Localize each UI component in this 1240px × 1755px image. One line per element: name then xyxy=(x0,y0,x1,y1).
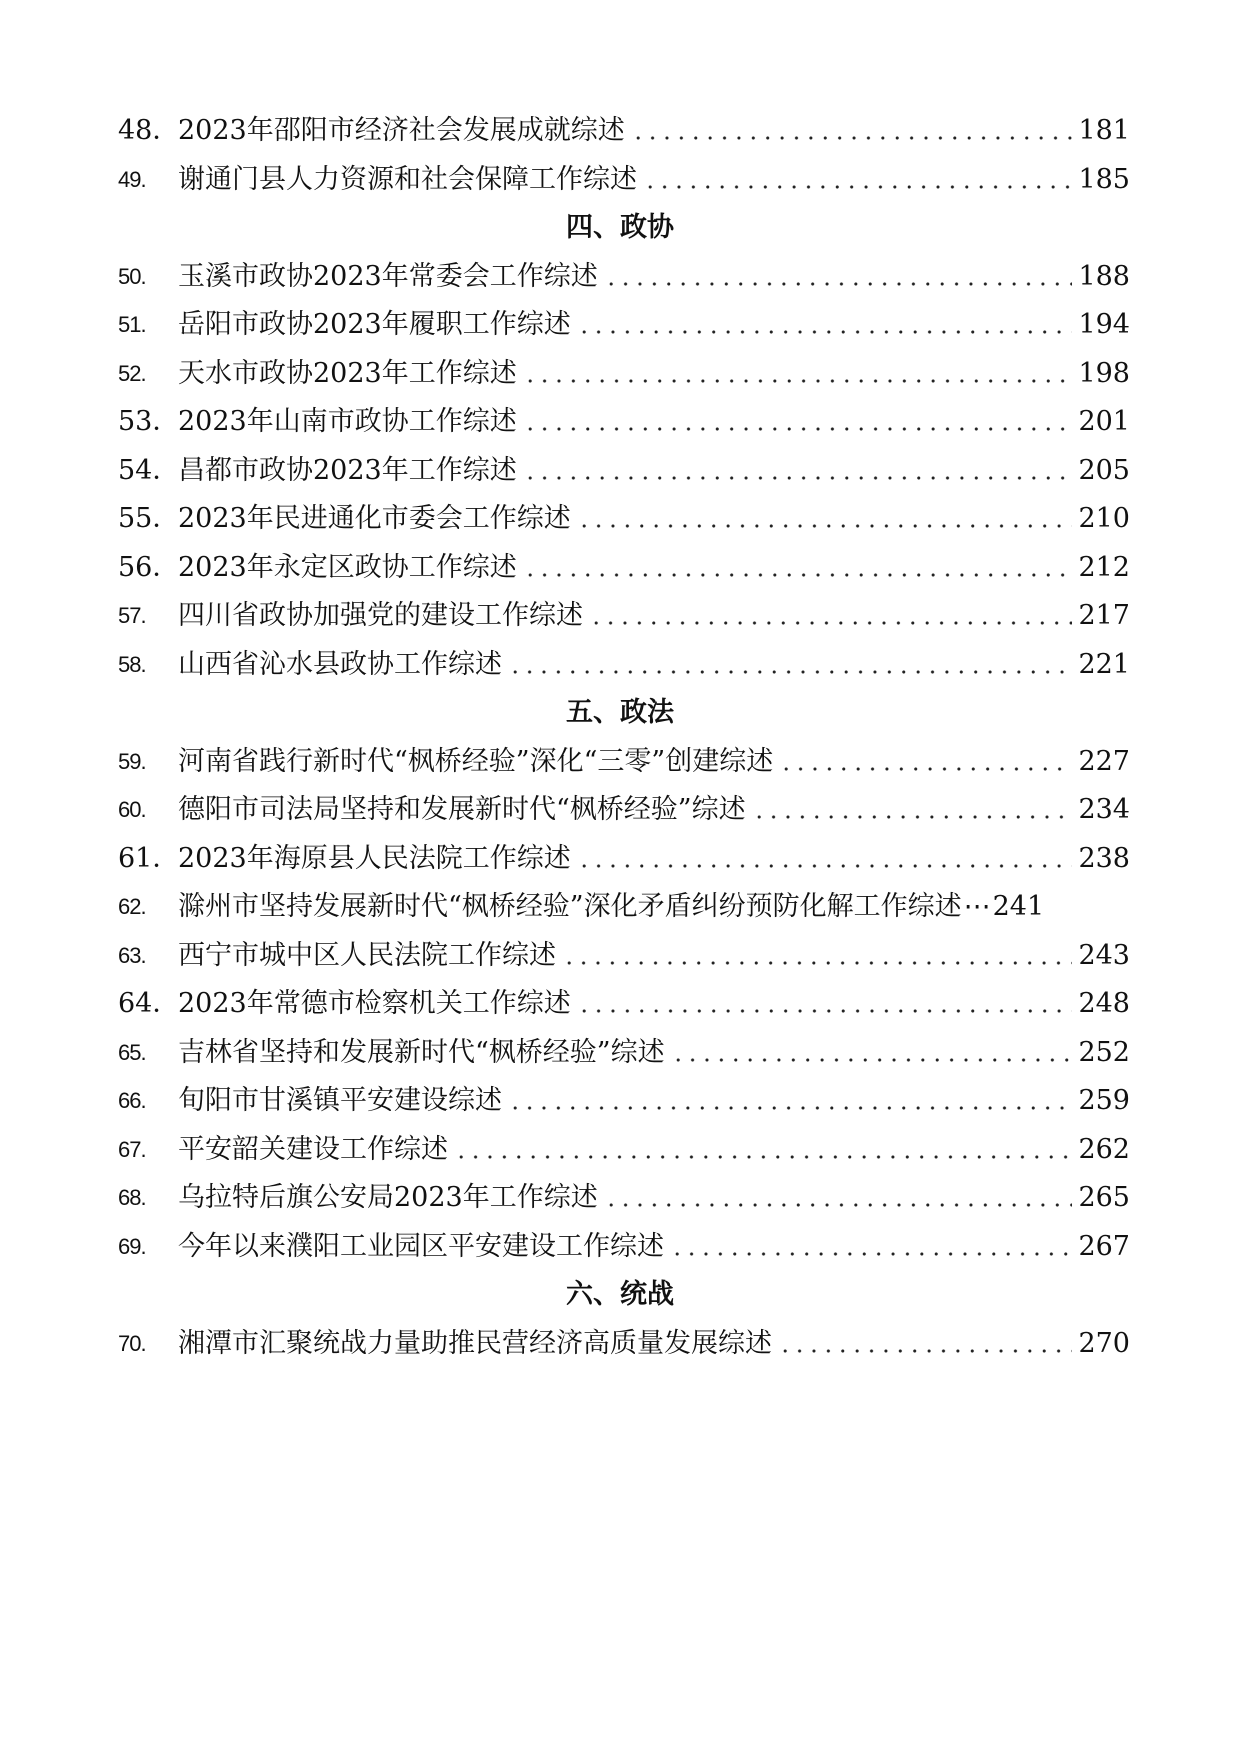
entry-page-number: 270 xyxy=(1078,1328,1130,1359)
entry-page-number: 201 xyxy=(1078,406,1130,437)
entry-number: 49. xyxy=(118,167,146,192)
dot-leader xyxy=(523,475,1073,481)
entry-number: 66. xyxy=(118,1088,146,1113)
toc-entry[interactable] xyxy=(118,887,1130,927)
entry-number: 51. xyxy=(118,312,146,337)
entry-page-number: 188 xyxy=(1078,261,1130,292)
entry-page-number: 262 xyxy=(1078,1134,1130,1165)
entry-leader-ellipsis: ⋯ xyxy=(963,891,991,922)
entry-number: 50. xyxy=(118,264,146,289)
entry-title: 今年以来濮阳工业园区平安建设工作综述 xyxy=(178,1231,664,1262)
entry-number: 70. xyxy=(118,1331,146,1356)
entry-title: 山西省沁水县政协工作综述 xyxy=(178,649,502,680)
entry-title: 滁州市坚持发展新时代“枫桥经验”深化矛盾纠纷预防化解工作综述 xyxy=(178,891,962,922)
entry-title: 2023年邵阳市经济社会发展成就综述 xyxy=(178,115,625,146)
toc-entry[interactable] xyxy=(118,1033,1130,1073)
dot-leader xyxy=(454,1154,1072,1160)
dot-leader xyxy=(778,1348,1072,1354)
entry-number: 65. xyxy=(118,1040,146,1065)
toc-entry[interactable] xyxy=(118,499,1130,539)
entry-page-number: 198 xyxy=(1078,358,1130,389)
entry-page-number: 212 xyxy=(1078,552,1130,583)
entry-page-number: 259 xyxy=(1078,1085,1130,1116)
entry-title: 2023年常德市检察机关工作综述 xyxy=(178,988,571,1019)
entry-number: 58. xyxy=(118,652,146,677)
entry-title: 岳阳市政协2023年履职工作综述 xyxy=(178,309,571,340)
dot-leader xyxy=(523,378,1073,384)
entry-page-number: 252 xyxy=(1078,1037,1130,1068)
entry-number: 59. xyxy=(118,749,146,774)
dot-leader xyxy=(508,1105,1072,1111)
toc-entry[interactable] xyxy=(118,111,1130,151)
dot-leader xyxy=(589,620,1072,626)
entry-title: 昌都市政协2023年工作综述 xyxy=(178,455,517,486)
entry-title: 乌拉特后旗公安局2023年工作综述 xyxy=(178,1182,598,1213)
entry-title: 德阳市司法局坚持和发展新时代“枫桥经验”综述 xyxy=(178,794,746,825)
toc-entry[interactable] xyxy=(118,548,1130,588)
entry-title: 旬阳市甘溪镇平安建设综述 xyxy=(178,1085,502,1116)
entry-title: 2023年民进通化市委会工作综述 xyxy=(178,503,571,534)
dot-leader xyxy=(779,766,1072,772)
entry-page-number: 185 xyxy=(1078,164,1130,195)
toc-entry[interactable] xyxy=(118,984,1130,1024)
toc-entry[interactable] xyxy=(118,596,1130,636)
entry-number: 64． xyxy=(118,988,180,1019)
entry-title: 2023年海原县人民法院工作综述 xyxy=(178,843,571,874)
entry-page-number: 267 xyxy=(1078,1231,1130,1262)
entry-title: 吉林省坚持和发展新时代“枫桥经验”综述 xyxy=(178,1037,665,1068)
entry-title: 2023年永定区政协工作综述 xyxy=(178,552,517,583)
toc-entry[interactable] xyxy=(118,839,1130,879)
entry-page-number: 227 xyxy=(1078,746,1130,777)
section-heading: 五、政法 xyxy=(566,697,674,728)
dot-leader xyxy=(523,572,1073,578)
entry-number: 48． xyxy=(118,115,180,146)
entry-title: 玉溪市政协2023年常委会工作综述 xyxy=(178,261,598,292)
entry-page-number: 194 xyxy=(1078,309,1130,340)
toc-entry[interactable] xyxy=(118,645,1130,685)
entry-number: 56． xyxy=(118,552,180,583)
entry-page-number: 221 xyxy=(1078,649,1130,680)
entry-title: 平安韶关建设工作综述 xyxy=(178,1134,448,1165)
toc-entry[interactable] xyxy=(118,402,1130,442)
toc-entry[interactable] xyxy=(118,1324,1130,1364)
entry-number: 52. xyxy=(118,361,146,386)
dot-leader xyxy=(577,1008,1073,1014)
toc-entry[interactable] xyxy=(118,257,1130,297)
dot-leader xyxy=(671,1057,1073,1063)
dot-leader xyxy=(562,960,1072,966)
dot-leader xyxy=(604,1202,1073,1208)
entry-title: 天水市政协2023年工作综述 xyxy=(178,358,517,389)
entry-page-number: 181 xyxy=(1078,115,1130,146)
toc-entry[interactable] xyxy=(118,742,1130,782)
toc-entry[interactable] xyxy=(118,451,1130,491)
entry-number: 54． xyxy=(118,455,180,486)
entry-title: 四川省政协加强党的建设工作综述 xyxy=(178,600,583,631)
entry-number: 55． xyxy=(118,503,180,534)
entry-title: 湘潭市汇聚统战力量助推民营经济高质量发展综述 xyxy=(178,1328,772,1359)
entry-title: 谢通门县人力资源和社会保障工作综述 xyxy=(178,164,637,195)
entry-page-number: 265 xyxy=(1078,1182,1130,1213)
entry-number: 68. xyxy=(118,1185,146,1210)
entry-number: 62. xyxy=(118,894,146,919)
dot-leader xyxy=(523,426,1073,432)
entry-page-number: 205 xyxy=(1078,455,1130,486)
entry-title: 西宁市城中区人民法院工作综述 xyxy=(178,940,556,971)
entry-number: 67. xyxy=(118,1137,146,1162)
dot-leader xyxy=(577,863,1073,869)
dot-leader xyxy=(752,814,1073,820)
toc-entry[interactable] xyxy=(118,1227,1130,1267)
entry-page-number: 248 xyxy=(1078,988,1130,1019)
entry-page-number: 243 xyxy=(1078,940,1130,971)
entry-title: 2023年山南市政协工作综述 xyxy=(178,406,517,437)
entry-page-number: 210 xyxy=(1078,503,1130,534)
entry-title: 河南省践行新时代“枫桥经验”深化“三零”创建综述 xyxy=(178,746,774,777)
entry-page-number: 241 xyxy=(992,891,1045,922)
toc-entry[interactable] xyxy=(118,790,1130,830)
entry-number: 63. xyxy=(118,943,146,968)
section-heading: 四、政协 xyxy=(566,212,674,243)
entry-number: 69. xyxy=(118,1234,146,1259)
dot-leader xyxy=(577,329,1073,335)
entry-number: 61． xyxy=(118,843,180,874)
entry-page-number: 217 xyxy=(1078,600,1130,631)
dot-leader xyxy=(631,135,1073,141)
entry-number: 53． xyxy=(118,406,180,437)
dot-leader xyxy=(604,281,1073,287)
toc-entry[interactable] xyxy=(118,1178,1130,1218)
dot-leader xyxy=(643,184,1072,190)
section-heading: 六、统战 xyxy=(566,1279,674,1310)
toc-entry[interactable] xyxy=(118,1081,1130,1121)
entry-page-number: 238 xyxy=(1078,843,1130,874)
toc-entry[interactable] xyxy=(118,1130,1130,1170)
dot-leader xyxy=(577,523,1073,529)
toc-entry[interactable] xyxy=(118,305,1130,345)
dot-leader xyxy=(508,669,1072,675)
toc-entry[interactable] xyxy=(118,936,1130,976)
entry-number: 57. xyxy=(118,603,146,628)
entry-number: 60. xyxy=(118,797,146,822)
toc-entry[interactable] xyxy=(118,354,1130,394)
dot-leader xyxy=(670,1251,1072,1257)
toc-entry[interactable] xyxy=(118,160,1130,200)
entry-page-number: 234 xyxy=(1078,794,1130,825)
